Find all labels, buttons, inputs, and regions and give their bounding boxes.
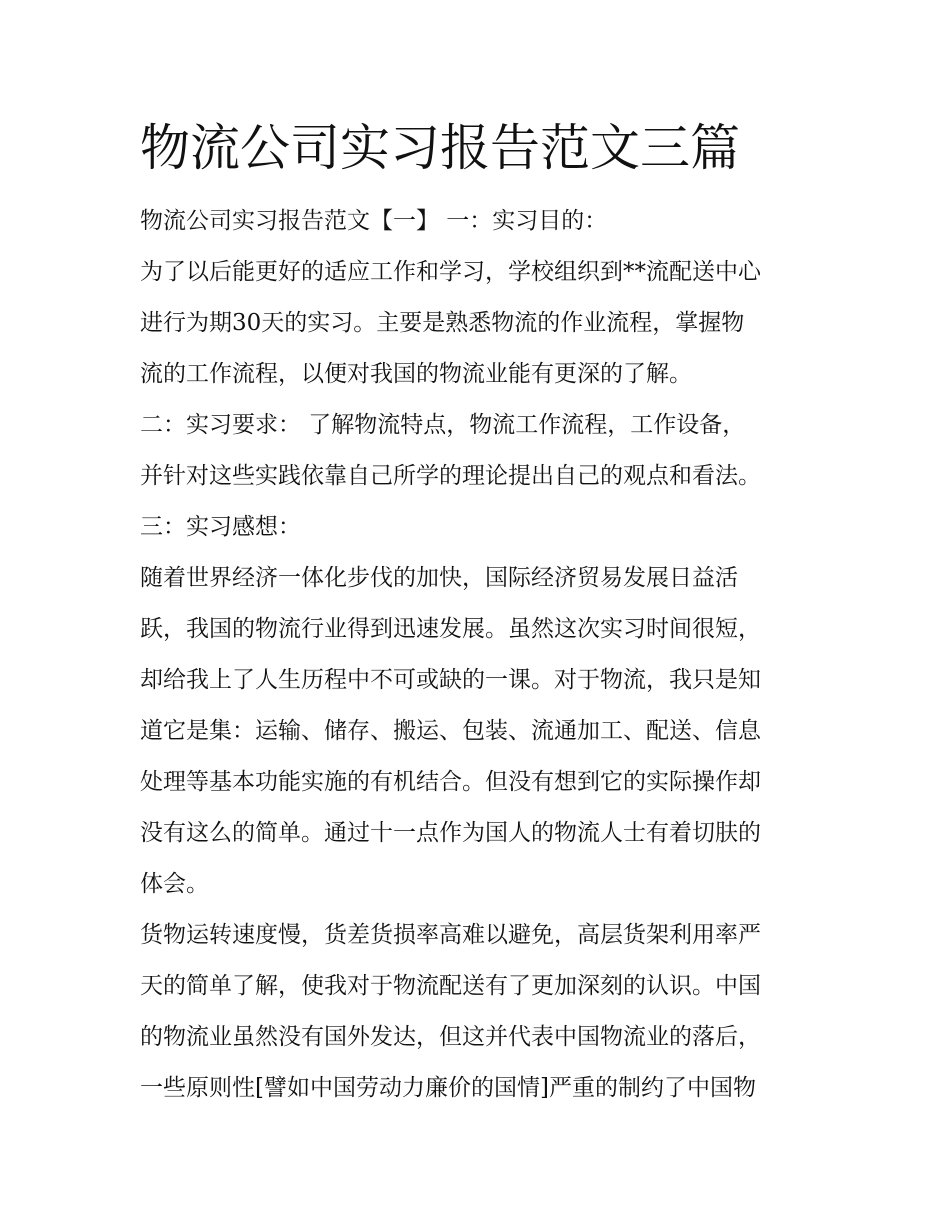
text-line: 道它是集：运输、储存、搬运、包装、流通加工、配送、信息 xyxy=(140,718,761,744)
text-line: 流的工作流程，以便对我国的物流业能有更深的了解。 xyxy=(140,361,692,387)
text-line: 却给我上了人生历程中不可或缺的一课。对于物流，我只是知 xyxy=(140,667,761,693)
text-line: 没有这么的简单。通过十一点作为国人的物流人士有着切肤的 xyxy=(140,820,761,846)
text-line: 跃，我国的物流行业得到迅速发展。虽然这次实习时间很短， xyxy=(140,616,761,642)
text-line: 进行为期30天的实习。主要是熟悉物流的作业流程，掌握物 xyxy=(140,310,745,336)
text-line: 一些原则性[譬如中国劳动力廉价的国情]严重的制约了中国物 xyxy=(140,1075,756,1101)
text-line: 物流公司实习报告范文【一】 一：实习目的： xyxy=(140,208,608,234)
text-line: 并针对这些实践依靠自己所学的理论提出自己的观点和看法。 xyxy=(140,463,761,489)
text-line: 随着世界经济一体化步伐的加快，国际经济贸易发展日益活 xyxy=(140,565,738,591)
text-line: 二：实习要求： 了解物流特点，物流工作流程，工作设备， xyxy=(140,412,746,438)
text-line: 的物流业虽然没有国外发达，但这并代表中国物流业的落后， xyxy=(140,1024,761,1050)
text-line: 三：实习感想： xyxy=(140,514,301,540)
document-body xyxy=(140,196,820,1114)
document-title: 物流公司实习报告范文三篇 xyxy=(140,119,740,177)
text-line: 为了以后能更好的适应工作和学习，学校组织到**流配送中心 xyxy=(140,259,761,285)
text-line: 货物运转速度慢，货差货损率高难以避免，高层货架利用率严 xyxy=(140,922,761,948)
text-line: 体会。 xyxy=(140,871,209,897)
text-line: 天的简单了解，使我对于物流配送有了更加深刻的认识。中国 xyxy=(140,973,761,999)
text-line: 处理等基本功能实施的有机结合。但没有想到它的实际操作却 xyxy=(140,769,761,795)
